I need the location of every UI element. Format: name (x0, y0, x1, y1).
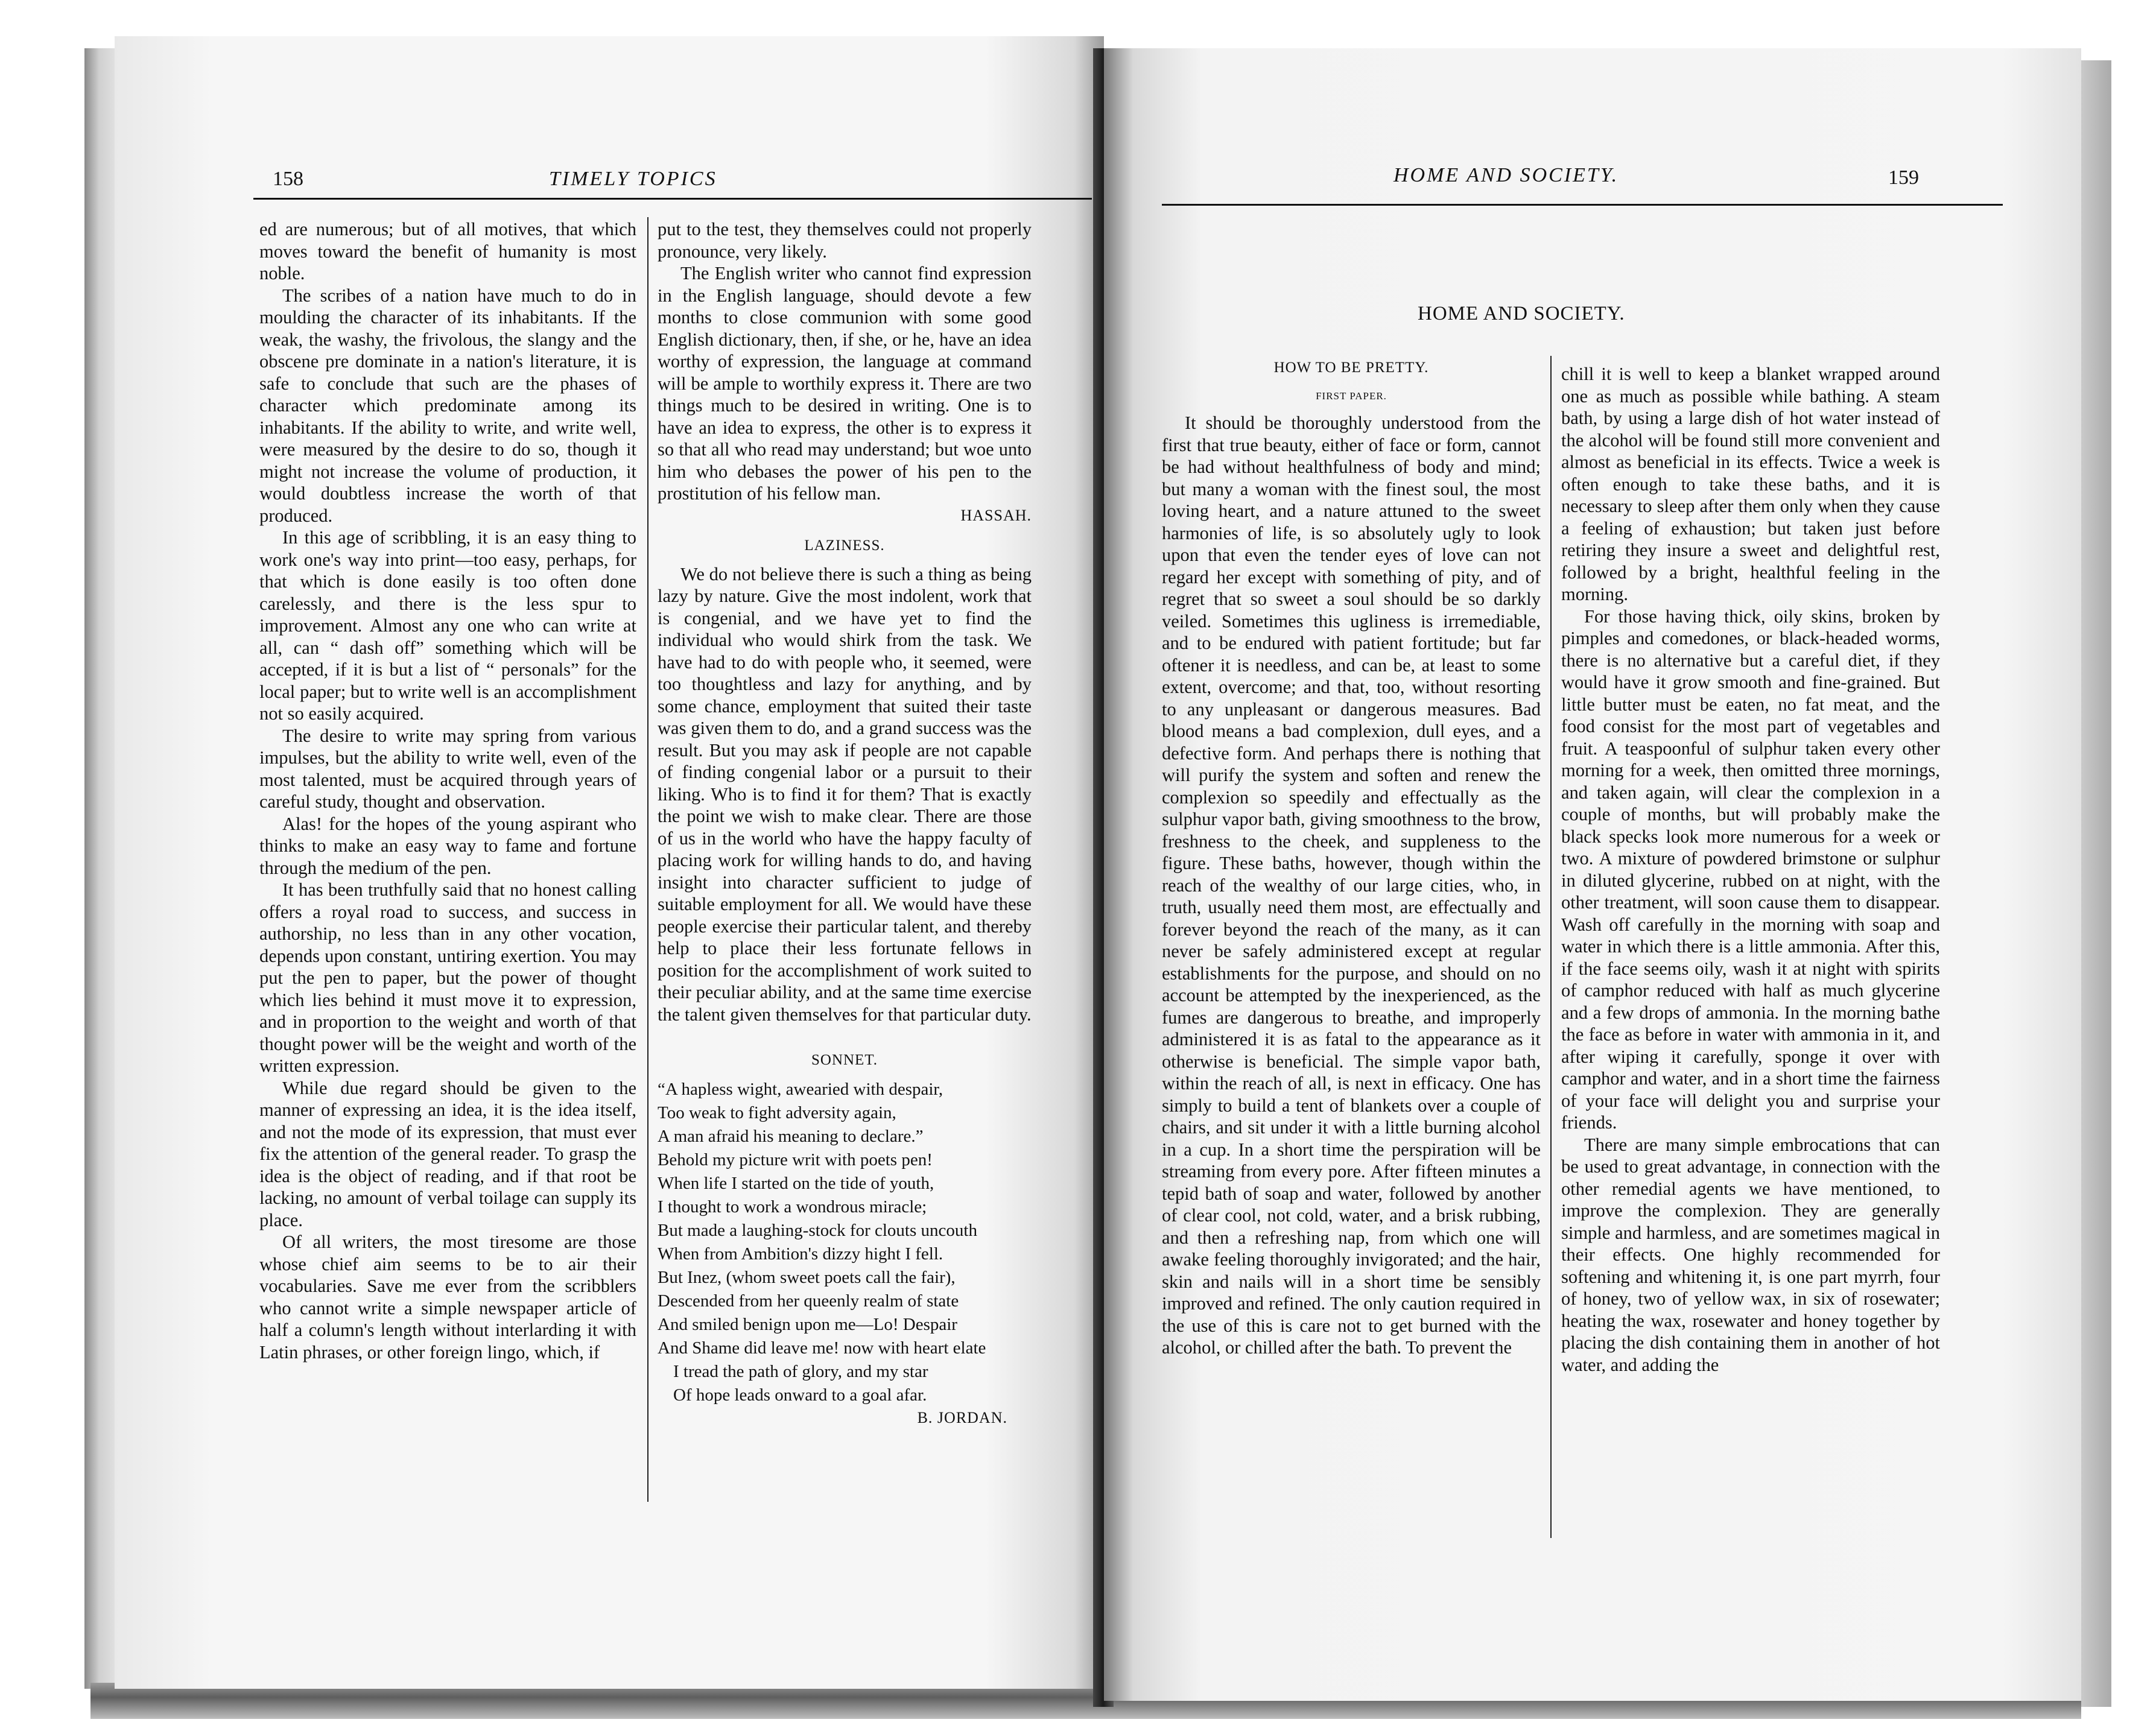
poem-line: When life I started on the tide of youth, (658, 1173, 934, 1193)
article-title: HOW TO BE PRETTY. (1273, 359, 1429, 376)
paragraph: In this age of scribbling, it is an easy thing to work one's way into print—too easy, perhaps, for that which is done easily is too often done carelessly, and there is the less spur to improvement. Almost any one who can write at all, can “ dash off” something which will be accepted, if it is but a list of “ personals” for the local paper; but to write well is an accomplishment not so easily acquired. (259, 527, 636, 724)
article-subtitle: FIRST PAPER. (1316, 390, 1387, 402)
column-divider (647, 217, 648, 1502)
section-heading-sonnet: SONNET. (811, 1052, 878, 1068)
left-header-rule (253, 198, 1092, 200)
right-header-rule (1162, 204, 2003, 206)
poem-line: But made a laughing-stock for clouts uncouth (658, 1220, 977, 1240)
poem-line: I thought to work a wondrous miracle; (658, 1197, 927, 1217)
right-column-2 (1561, 363, 1940, 1376)
paragraph: The desire to write may spring from various impulses, but the ability to write well, even of the most talented, must be acquired through years of careful study, thought and observation. (259, 725, 636, 812)
paragraph: chill it is well to keep a blanket wrapped around one as much as possible while bathing. A steam bath, by using a large dish of hot water instead of the alcohol will be found still more convenient and almost as beneficial in its effects. Twice a week is often enough to take these baths, and it is necessary to sleep after them only when they cause a feeling of exhaustion; but taken just before retiring they insure a sweet and delightful rest, followed by a bright, healthful feeling in the morning. (1561, 364, 1940, 604)
poem-line: Behold my picture writ with poets pen! (658, 1150, 933, 1169)
paragraph: While due regard should be given to the manner of expressing an idea, it is the idea itself, and not the mode of its expression, that must ever fix the attention of the general reader. To grasp the idea is the object of reading, and if that root be lacking, no amount of verbal toilage can supply its place. (259, 1077, 636, 1230)
right-running-head: HOME AND SOCIETY. (1393, 164, 1619, 186)
paragraph: It should be thoroughly understood from the first that true beauty, either of face or form, cannot be had without healthfulness of body and mind; but many a woman with the finest soul, the most loving heart, and a nature attuned to the sweet harmonies of life, is so absolutely ugly to look upon that even the tender eyes of love can not regard her except with something of pity, and of regret that so sweet a soul should be so darkly veiled. Sometimes this ugliness is irremediable, and to be endured with patient fortitude; but far oftener it is needless, and can be, at least to some extent, overcome; and that, too, without resorting to any unpleasant or dangerous measures. Bad blood means a bad complexion, dull eyes, and a defective form. And perhaps there is nothing that will purify the system and soften and renew the complexion so speedily and effectually as the sulphur vapor bath, giving smoothness to the brow, freshness to the cheek, and suppleness to the figure. These baths, however, though within the reach of the wealthy of our large cities, who, in truth, usually need them most, are effectually and forever beyond the reach of the many, as it can never be safely administered except at regular establishments for the purpose, and should on no account be attempted by the inexperienced, as the fumes are dangerous to breathe, and improperly administered it is as fatal to the appearance as it otherwise is beneficial. The simple vapor bath, within the reach of all, is next in efficacy. One has simply to build a tent of blankets over a couple of chairs, and sit under it with a little burning alcohol in a cup. In a short time the perspiration will be streaming from every pore. After fifteen minutes a tepid bath of soap and water, followed by another of clear cool, not cold, water, and a brisk rubbing, and then a refreshing nap, from which one will awake feeling thoroughly invigorated; and the hair, skin and nails will in a short time be sensibly improved and refined. The only caution required in the use of this is care not to get burned with the alcohol, or chilled after the bath. To prevent the (1162, 413, 1541, 1358)
poem-line: Of hope leads onward to a goal afar. (673, 1385, 927, 1405)
left-page-number: 158 (273, 168, 303, 190)
paragraph: We do not believe there is such a thing as being lazy by nature. Give the most indolent, work that is congenial, and we have yet to find the individual who would shirk from the task. We have had to do with people who, it seemed, were too thoughtless and lazy for anything, and by some chance, employment that suited their taste was given them to do, and a grand success was the result. But you may ask if people are not capable of finding congenial labor or a pursuit to their liking. Who is to find it for them? That is exactly the point we wish to make clear. There are those of us in the world who have the happy faculty of placing work for willing hands to do, and having insight into character sufficient to judge of suitable employment for all. We would have these people exercise their particular talent, and thereby help to place their less fortunate fellows in position for the accomplishment of work suited to their peculiar ability, and at the same time exercise the talent given themselves for that particular duty. (658, 563, 1032, 1025)
poem-line: Too weak to fight adversity again, (658, 1103, 896, 1122)
poem-line: And smiled benign upon me—Lo! Despair (658, 1314, 957, 1334)
poem-line: “A hapless wight, awearied with despair, (658, 1079, 943, 1099)
sonnet-poem (658, 1078, 1032, 1407)
poem-line: I tread the path of glory, and my star (673, 1361, 928, 1381)
left-page (115, 36, 1104, 1689)
left-column-1 (259, 218, 636, 1363)
left-running-head: TIMELY TOPICS (549, 168, 717, 190)
paragraph: The scribes of a nation have much to do in moulding the character of its inhabitants. If the weak, the washy, the frivolous, the slangy and the obscene pre dominate in a nation's literature, it is safe to conclude that such are the phases of character which predominate among its inhabitants. If the ability to write, and write well, were measured by the desire to do so, though it might not increase the volume of production, it would doubtless increase the worth of that produced. (259, 285, 636, 526)
left-column-2 (658, 218, 1032, 1429)
paragraph: It has been truthfully said that no honest calling offers a royal road to success, and success in authorship, no less than in any other vocation, depends upon constant, untiring exertion. You may put the pen to paper, but the power of thought which lies behind it must move it to expression, and in proportion to the weight and worth of that thought power will be the weight and worth of the written expression. (259, 879, 636, 1076)
paragraph: There are many simple embrocations that can be used to great advantage, in connection with the other remedial agents we have mentioned, to improve the complexion. They are generally simple and harmless, and are sometimes magical in their effects. One highly recommended for softening and whitening it, is one part myrrh, four of honey, two of yellow wax, in six of rosewater; heating the wax, rosewater and honey together by placing the dish containing them in another of hot water, and adding the (1561, 1134, 1940, 1375)
right-page (1104, 48, 2081, 1701)
signature-hassah: HASSAH. (960, 506, 1032, 524)
department-title: HOME AND SOCIETY. (1418, 303, 1625, 324)
right-page-number: 159 (1888, 166, 1919, 189)
signature-jordan: B. JORDAN. (917, 1408, 1007, 1426)
paragraph: Alas! for the hopes of the young aspirant who thinks to make an easy way to fame and fortune through the medium of the pen. (259, 813, 636, 878)
poem-line: And Shame did leave me! now with heart elate (658, 1338, 986, 1358)
poem-line: Descended from her queenly realm of state (658, 1291, 959, 1311)
section-heading-laziness: LAZINESS. (804, 537, 885, 554)
paragraph: put to the test, they themselves could not properly pronounce, very likely. (658, 219, 1032, 262)
poem-line: But Inez, (whom sweet poets call the fair), (658, 1267, 956, 1287)
paragraph: For those having thick, oily skins, broken by pimples and comedones, or black-headed worms, there is no alternative but a careful diet, if they would have it grow smooth and fine-grained. But little butter must be eaten, no fat meat, and the food consist for the most part of vegetables and fruit. A teaspoonful of sulphur taken every other morning for a week, then omitted three mornings, and taken again, will clear the complexion in a couple of months, but will probably make the black specks look more numerous for a week or two. A mixture of powdered brimstone or sulphur in diluted glycerine, rubbed on at night, with the other treatment, will soon cause them to disappear. Wash off carefully in the morning with soap and water in which there is a little ammonia. After this, if the face seems oily, wash it at night with spirits of camphor reduced with half as much glycerine and a few drops of ammonia. In the morning bathe the face as before in water with ammonia in it, and after wiping it carefully, sponge it over with camphor and water, and in a short time the fairness of your face will delight you and surprise your friends. (1561, 606, 1940, 1133)
paragraph: Of all writers, the most tiresome are those whose chief aim seems to be to air their vocabularies. Save me ever from the scribblers who cannot write a simple newspaper article of half a column's length without interlarding it with Latin phrases, or other foreign lingo, which, if (259, 1232, 636, 1362)
poem-line: When from Ambition's dizzy hight I fell. (658, 1244, 943, 1264)
paragraph: The English writer who cannot find expression in the English language, should devote a few months to close communion with some good English dictionary, then, if she, or he, have an idea worthy of expression, the language at command will be ample to worthily express it. There are two things much to be desired in writing. One is to have an idea to express, the other is to express it so that all who read may understand; but woe unto him who debases the power of his pen to the prostitution of his fellow man. (658, 263, 1032, 504)
column-divider (1550, 356, 1552, 1538)
paragraph: ed are numerous; but of all motives, that which moves toward the benefit of humanity is most noble. (259, 219, 636, 283)
poem-line: A man afraid his meaning to declare.” (658, 1126, 924, 1146)
right-column-1 (1162, 357, 1541, 1359)
